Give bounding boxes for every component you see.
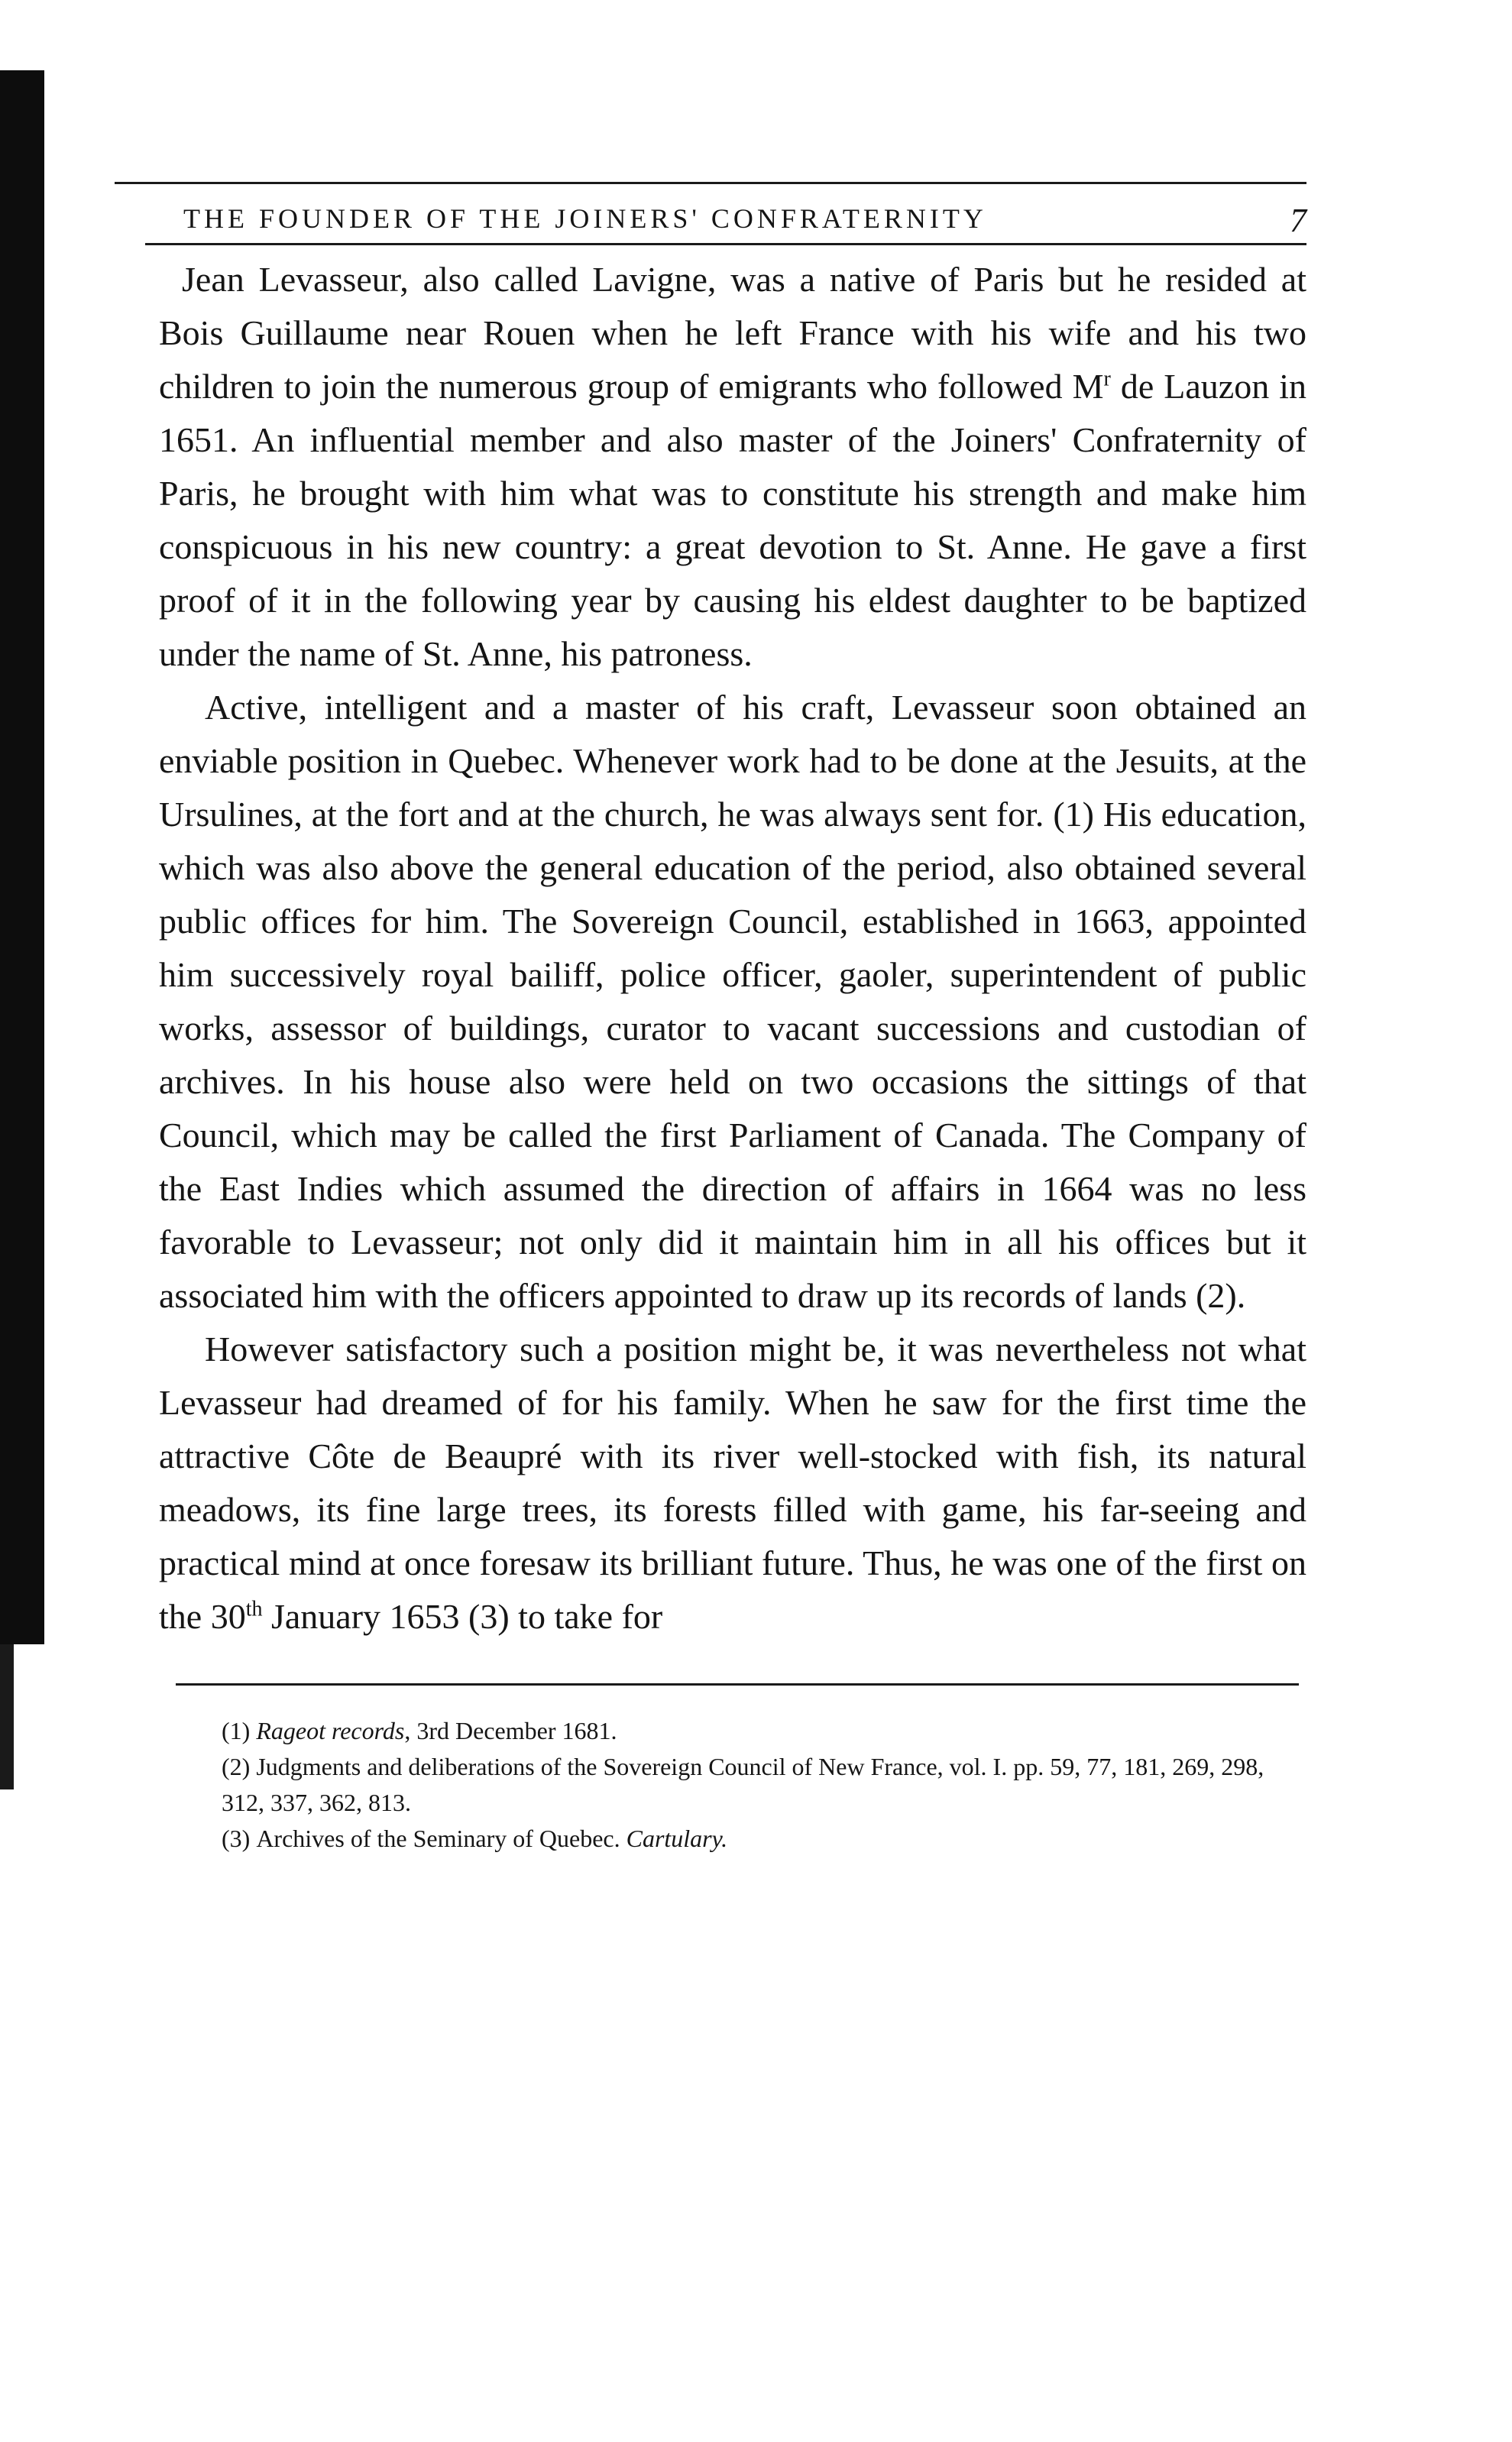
- footnote-source: Rageot records: [256, 1717, 405, 1744]
- running-title: THE FOUNDER OF THE JOINERS' CONFRATERNITY: [183, 203, 987, 234]
- footnote-text: Archives of the Seminary of Quebec.: [256, 1825, 626, 1852]
- paragraph-text: de Lauzon in 1651. An influential member and also master of the Joiners' Confraternity of Paris, he brought with him what was to constitute his strength and make him conspicuous in his new country: a great devotion to St. Anne. He gave a first proof of it in the following year by causing his eldest daughter to be baptized under the name of St. Anne, his patroness.: [159, 367, 1306, 673]
- footnote-mark: (1): [222, 1717, 251, 1744]
- superscript: r: [1103, 367, 1111, 391]
- paragraph-text: However satisfactory such a position might be, it was nevertheless not what Levasseur had dreamed of for his family. When he saw for the first time the attractive Côte de Beaupré with its river well-stocked with fish, its natural meadows, its fine large trees, its forests filled with game, his far-seeing and practical mind at once foresaw its brilliant future. Thus, he was one of the first on the 30: [159, 1329, 1306, 1636]
- footnote-rule: [176, 1683, 1299, 1686]
- paragraph-1: [159, 253, 1306, 681]
- running-header: [115, 182, 1306, 245]
- body-text: [159, 253, 1306, 1644]
- footnote-text: , 3rd December 1681.: [404, 1717, 617, 1744]
- superscript: th: [245, 1597, 263, 1621]
- footnotes: [222, 1713, 1306, 1857]
- footnote-2: [222, 1749, 1306, 1821]
- paragraph-text: January 1653 (3) to take for: [262, 1597, 663, 1636]
- footnote-mark: (3): [222, 1825, 251, 1852]
- footnote-1: [222, 1713, 1306, 1749]
- paragraph-text: Active, intelligent and a master of his craft, Levasseur soon obtained an enviable position in Quebec. Whenever work had to be done at the Jesuits, at the Ursulines, at the fort and at the church, he was always sent for. (1) His education, which was also above the general education of the period, also obtained several public offices for him. The Sovereign Council, established in 1663, appointed him successively royal bailiff, police officer, gaoler, superintendent of public works, assessor of buildings, curator to vacant successions and custodian of archives. In his house also were held on two occasions the sittings of that Council, which may be called the first Parliament of Canada. The Company of the East Indies which assumed the direction of affairs in 1664 was no less favorable to Levasseur; not only did it maintain him in all his offices but it associated him with the officers appointed to draw up its records of lands (2).: [159, 688, 1306, 1315]
- paragraph-text: Jean Levasseur, also called Lavigne, was a native of Paris but he resided at Bois Guillaume near Rouen when he left France with his wife and his two children to join the numerous group of emigrants who followed M: [159, 260, 1306, 406]
- paragraph-2: [159, 681, 1306, 1323]
- footnote-3: [222, 1821, 1306, 1857]
- scan-spine-shadow-tail: [0, 1644, 14, 1789]
- footnote-mark: (2): [222, 1753, 251, 1780]
- paragraph-3: [159, 1323, 1306, 1644]
- footnote-text: Judgments and deliberations of the Sovereign Council of New France, vol. I. pp. 59, 77, 181, 269, 298, 312, 337, 362, 813.: [222, 1753, 1264, 1816]
- scan-spine-shadow: [0, 70, 44, 1644]
- book-page: [115, 182, 1306, 1857]
- page-number: 7: [1290, 202, 1306, 239]
- footnote-source: Cartulary.: [626, 1825, 728, 1852]
- header-rule: [145, 243, 1306, 245]
